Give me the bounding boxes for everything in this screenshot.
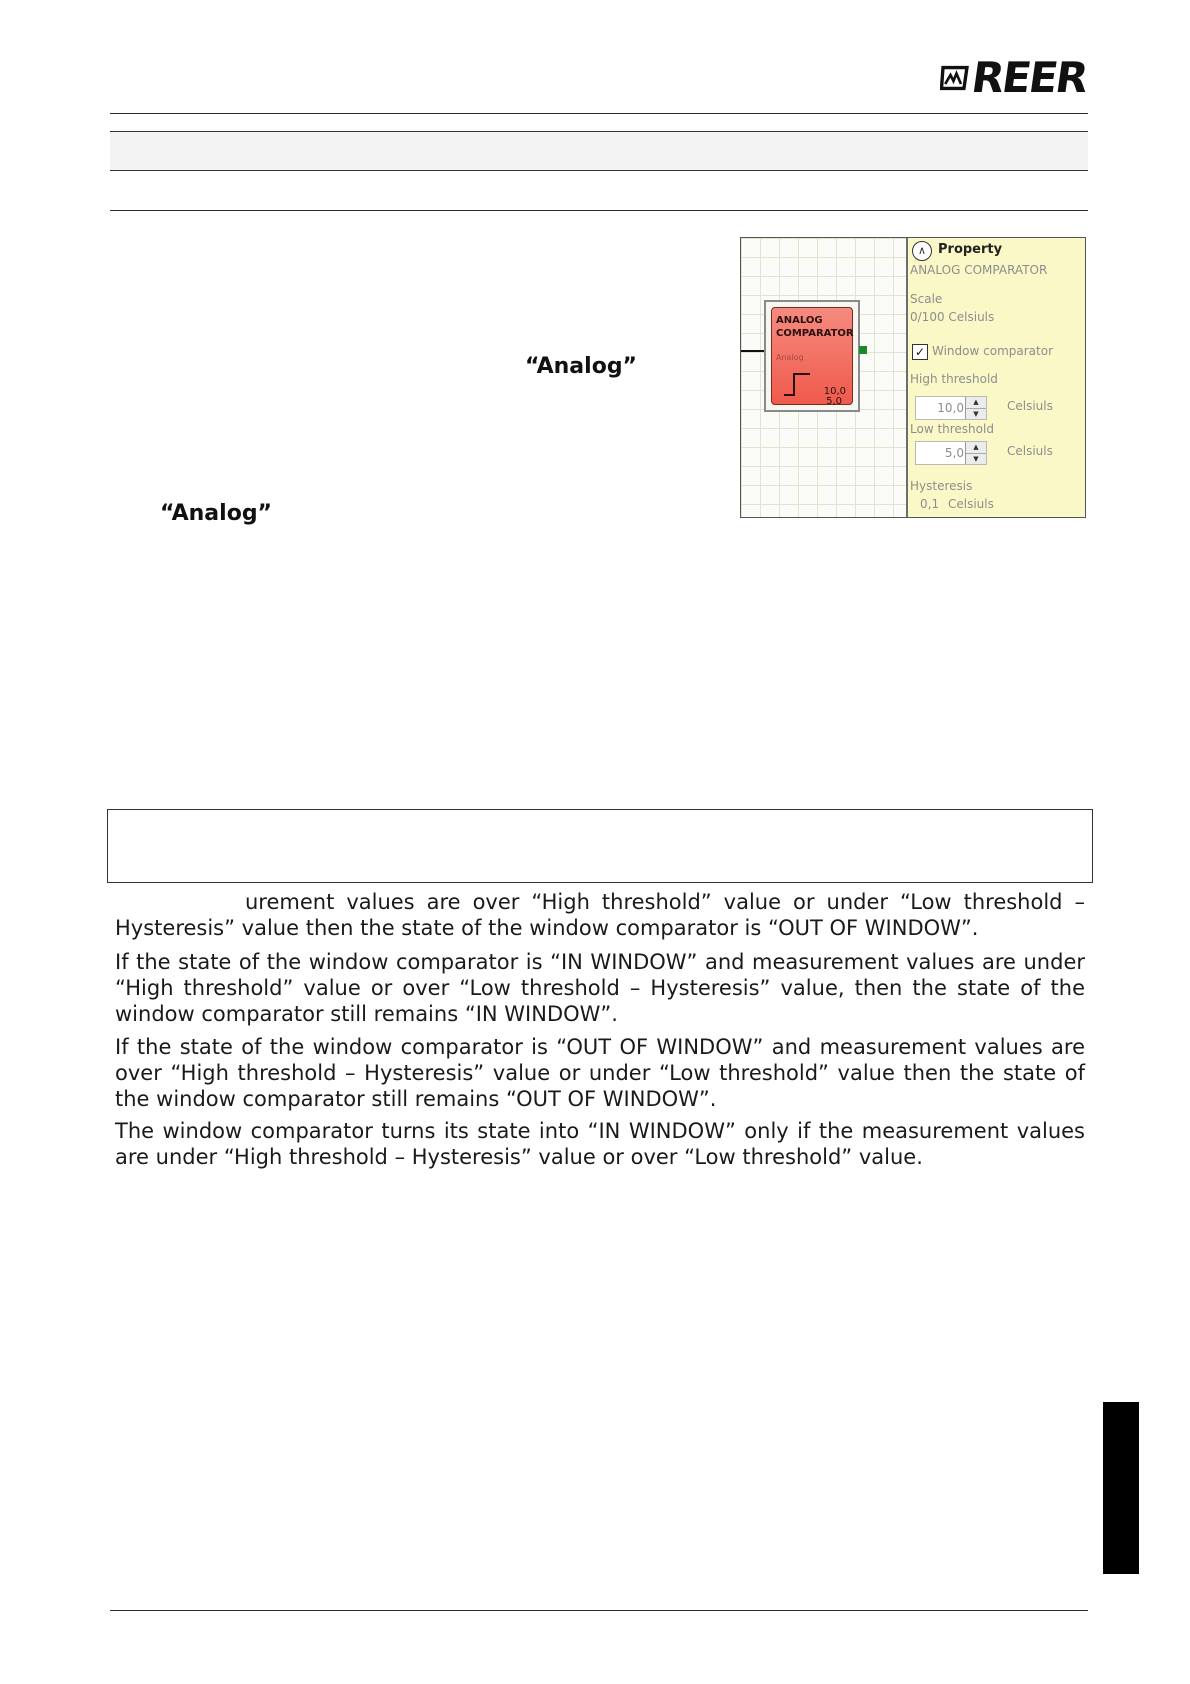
low-threshold-unit: Celsiuls xyxy=(1007,444,1053,458)
block-high-value: 10,0 xyxy=(823,386,846,397)
block-body xyxy=(771,307,853,405)
window-comparator-label: Window comparator xyxy=(932,344,1053,358)
chapter-side-tab xyxy=(1103,1402,1139,1574)
hysteresis-value: 0,1 xyxy=(920,497,940,511)
reer-logo xyxy=(940,53,1090,102)
section-heading-band xyxy=(110,131,1088,171)
design-canvas xyxy=(741,238,908,517)
high-threshold-label: High threshold xyxy=(910,372,998,386)
high-threshold-stepper[interactable] xyxy=(965,397,986,419)
spin-down-icon[interactable]: ▼ xyxy=(973,455,979,463)
spin-up-icon[interactable]: ▲ xyxy=(966,442,986,454)
property-name: ANALOG COMPARATOR xyxy=(910,263,1048,277)
block-input-port: Analog xyxy=(776,353,804,362)
hysteresis-label: Hysteresis xyxy=(910,479,973,493)
note-box xyxy=(107,809,1093,883)
footer-rule xyxy=(110,1610,1088,1611)
block-low-value: 5,0 xyxy=(826,396,842,407)
property-panel xyxy=(908,238,1085,517)
block-title: ANALOG COMPARATOR xyxy=(776,315,854,339)
high-threshold-value: 10,0 xyxy=(937,401,964,415)
reer-logo-icon xyxy=(940,58,970,98)
step-icon xyxy=(782,371,812,397)
window-comparator-checkbox[interactable]: ✓ xyxy=(912,344,928,360)
low-threshold-label: Low threshold xyxy=(910,422,994,436)
analog-label-2: “Analog” xyxy=(160,501,273,526)
logo-text: REER xyxy=(968,53,1090,102)
paragraph-2: If the state of the window comparator is “IN WINDOW” and measurement values are under “High threshold” value or over “Low threshold – Hysteresis” value, then the state of the window comparator still remains “IN WINDOW”. xyxy=(115,950,1085,1026)
analog-comparator-screenshot xyxy=(740,237,1086,518)
analog-label-1: “Analog” xyxy=(525,354,638,379)
spin-up-icon[interactable]: ▲ xyxy=(966,397,986,409)
property-header: Property xyxy=(938,242,1003,257)
paragraph-3: If the state of the window comparator is “OUT OF WINDOW” and measurement values are over “High threshold – Hysteresis” value or under “Low threshold” value then the state of the window comparator still remains “OUT OF WINDOW”. xyxy=(115,1035,1085,1111)
paragraph-1: urement values are over “High threshold” value or under “Low threshold – Hysteresis” value then the state of the window comparator is “OUT OF WINDOW”. xyxy=(115,890,1085,940)
hysteresis-unit: Celsiuls xyxy=(948,497,994,511)
high-threshold-unit: Celsiuls xyxy=(1007,399,1053,413)
spin-down-icon[interactable]: ▼ xyxy=(973,410,979,418)
low-threshold-value: 5,0 xyxy=(944,446,964,460)
low-threshold-stepper[interactable] xyxy=(965,442,986,464)
header-rule xyxy=(110,113,1088,114)
scale-value: 0/100 Celsiuls xyxy=(910,310,995,324)
low-threshold-spinner[interactable] xyxy=(915,441,987,465)
subheading-rule xyxy=(110,210,1088,211)
output-pin[interactable] xyxy=(859,346,867,354)
paragraph-4: The window comparator turns its state into “IN WINDOW” only if the measurement values are under “High threshold – Hysteresis” value or over “Low threshold” value. xyxy=(115,1119,1085,1169)
analog-comparator-block[interactable] xyxy=(764,300,860,412)
collapse-chevron-icon[interactable]: ∧ xyxy=(912,241,932,261)
scale-label: Scale xyxy=(910,292,943,306)
high-threshold-spinner[interactable] xyxy=(915,396,987,420)
